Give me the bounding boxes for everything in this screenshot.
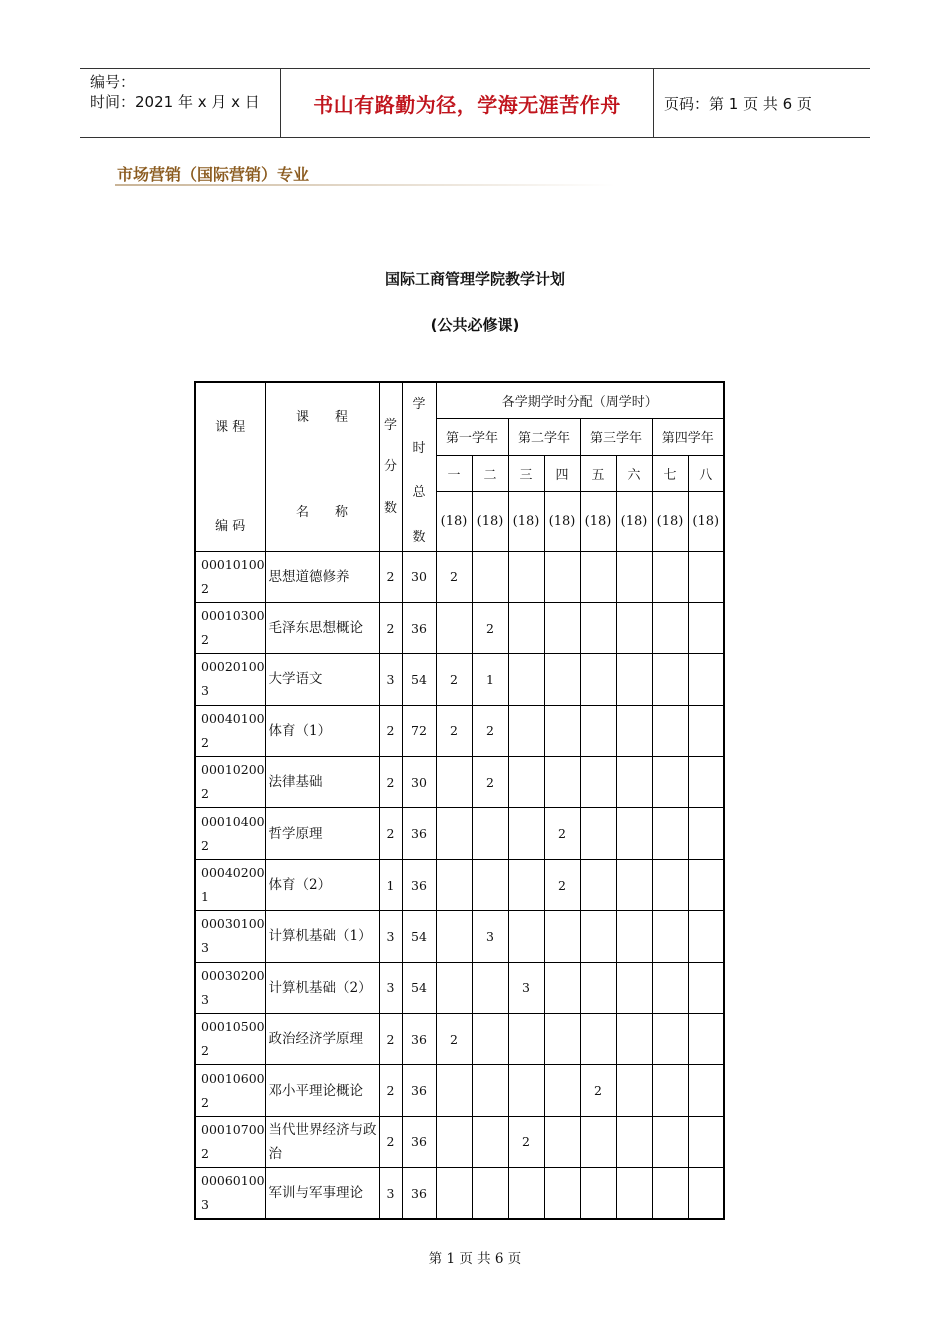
semester-hours-cell — [616, 808, 652, 859]
semester-hours-cell — [688, 808, 724, 859]
course-code-line2: 2 — [201, 734, 209, 750]
weeks-header: (18) — [472, 491, 508, 551]
course-code-line2: 3 — [201, 1197, 209, 1213]
header-motto-box — [281, 69, 654, 137]
semester-hours-cell — [508, 859, 544, 910]
document-subtitle: (公共必修课) — [430, 316, 520, 334]
course-name: 政治经济学原理 — [265, 1014, 379, 1065]
course-code — [195, 654, 265, 705]
course-code-line2: 1 — [201, 889, 209, 905]
course-code-line2: 2 — [201, 1043, 209, 1059]
course-name: 计算机基础（2） — [265, 962, 379, 1013]
course-credit: 3 — [379, 654, 402, 705]
semester-hours-cell — [652, 859, 688, 910]
semester-hours-cell — [472, 1116, 508, 1167]
semester-hours-cell: 2 — [472, 602, 508, 653]
semester-hours-cell — [580, 705, 616, 756]
semester-hours-cell — [580, 859, 616, 910]
course-code-line1: 00060100 — [201, 1173, 265, 1189]
course-code-line1: 00030100 — [201, 916, 265, 932]
page-footer: 第 1 页 共 6 页 — [428, 1251, 522, 1267]
course-code-line1: 00010600 — [201, 1070, 265, 1086]
semester-hours-cell — [508, 654, 544, 705]
semester-hours-cell — [544, 1168, 580, 1219]
header-page-box — [664, 69, 870, 137]
course-code-line2: 3 — [201, 683, 209, 699]
header-motto: 书山有路勤为径，学海无涯苦作舟 — [313, 92, 621, 117]
semester-hours-cell — [652, 551, 688, 602]
semester-hours-cell — [652, 962, 688, 1013]
semester-hours-cell — [472, 1065, 508, 1116]
semester-hours-cell — [652, 1065, 688, 1116]
hours-header-char: 数 — [412, 529, 426, 545]
semester-group-header: 各学期学时分配（周学时） — [436, 382, 724, 418]
semester-hours-cell — [616, 1168, 652, 1219]
semester-hours-cell — [436, 1116, 472, 1167]
semester-hours-cell — [580, 602, 616, 653]
semester-hours-cell — [688, 859, 724, 910]
semester-hours-cell — [508, 551, 544, 602]
semester-hours-cell — [436, 808, 472, 859]
semester-hours-cell: 2 — [544, 808, 580, 859]
weeks-header: (18) — [616, 491, 652, 551]
semester-hours-cell — [688, 602, 724, 653]
semester-hours-cell — [508, 911, 544, 962]
semester-hours-cell: 2 — [508, 1116, 544, 1167]
semester-hours-cell — [580, 962, 616, 1013]
course-name-header-top: 课 程 — [295, 409, 348, 425]
semester-hours-cell — [616, 757, 652, 808]
semester-hours-cell — [688, 551, 724, 602]
semester-hours-cell: 3 — [508, 962, 544, 1013]
course-name: 体育（1） — [265, 705, 379, 756]
course-code-line1: 00010700 — [201, 1121, 265, 1137]
semester-hours-cell — [616, 602, 652, 653]
course-name: 邓小平理论概论 — [265, 1065, 379, 1116]
course-name: 大学语文 — [265, 654, 379, 705]
semester-header: 三 — [508, 455, 544, 491]
semester-hours-cell — [616, 654, 652, 705]
table-row — [195, 1065, 724, 1116]
course-code-header-bottom: 编 码 — [215, 518, 246, 534]
course-code — [195, 1116, 265, 1167]
time-label: 时间：2021 年 x 月 x 日 — [90, 93, 260, 111]
course-credit: 2 — [379, 757, 402, 808]
weeks-header: (18) — [688, 491, 724, 551]
credit-header — [379, 382, 402, 551]
semester-hours-cell — [472, 859, 508, 910]
course-code-line1: 00010400 — [201, 813, 265, 829]
header-meta — [80, 69, 281, 137]
semester-hours-cell — [616, 1065, 652, 1116]
semester-hours-cell — [652, 705, 688, 756]
semester-header: 一 — [436, 455, 472, 491]
semester-hours-cell — [544, 1065, 580, 1116]
course-code — [195, 1014, 265, 1065]
course-total-hours: 36 — [402, 602, 436, 653]
semester-hours-cell — [580, 757, 616, 808]
semester-hours-cell — [652, 1014, 688, 1065]
semester-hours-cell — [544, 1116, 580, 1167]
course-credit: 2 — [379, 808, 402, 859]
course-credit: 3 — [379, 911, 402, 962]
semester-hours-cell — [508, 705, 544, 756]
section-divider — [115, 184, 615, 186]
table-row — [195, 911, 724, 962]
course-code — [195, 962, 265, 1013]
course-rows — [195, 551, 724, 1219]
semester-hours-cell — [544, 911, 580, 962]
semester-hours-cell: 2 — [544, 859, 580, 910]
weeks-header: (18) — [652, 491, 688, 551]
course-code-header-top: 课 程 — [215, 419, 246, 435]
semester-hours-cell — [616, 1014, 652, 1065]
course-code-line2: 2 — [201, 580, 209, 596]
semester-hours-cell — [688, 1168, 724, 1219]
semester-hours-cell — [544, 705, 580, 756]
semester-header: 五 — [580, 455, 616, 491]
semester-hours-cell — [652, 1116, 688, 1167]
course-code-line2: 3 — [201, 940, 209, 956]
semester-hours-cell — [580, 1168, 616, 1219]
course-total-hours: 36 — [402, 1116, 436, 1167]
table-row — [195, 757, 724, 808]
semester-hours-cell — [544, 757, 580, 808]
semester-hours-cell — [688, 757, 724, 808]
course-name: 军训与军事理论 — [265, 1168, 379, 1219]
course-total-hours: 36 — [402, 859, 436, 910]
semester-hours-cell — [544, 1014, 580, 1065]
course-total-hours: 54 — [402, 962, 436, 1013]
semester-hours-cell — [508, 1065, 544, 1116]
table-row — [195, 808, 724, 859]
table-row — [195, 1014, 724, 1065]
semester-hours-cell — [508, 1168, 544, 1219]
semester-hours-cell: 2 — [436, 705, 472, 756]
course-name: 当代世界经济与政治 — [265, 1116, 379, 1167]
page-header — [80, 68, 870, 138]
course-credit: 2 — [379, 551, 402, 602]
course-code-header — [195, 382, 265, 551]
course-credit: 2 — [379, 1014, 402, 1065]
semester-hours-cell — [688, 911, 724, 962]
teaching-plan-table — [194, 381, 725, 1220]
course-credit: 2 — [379, 1116, 402, 1167]
hours-header-char: 时 — [412, 441, 426, 457]
semester-hours-cell — [652, 911, 688, 962]
semester-hours-cell — [616, 1116, 652, 1167]
semester-hours-cell: 3 — [472, 911, 508, 962]
semester-hours-cell — [580, 911, 616, 962]
document-title: 国际工商管理学院教学计划 — [384, 270, 565, 288]
semester-hours-cell: 2 — [436, 1014, 472, 1065]
semester-hours-cell: 2 — [472, 757, 508, 808]
table-row — [195, 1168, 724, 1219]
year-header-4: 第四学年 — [652, 418, 724, 455]
semester-hours-cell — [436, 757, 472, 808]
semester-hours-cell — [616, 551, 652, 602]
semester-hours-cell — [580, 808, 616, 859]
course-total-hours: 72 — [402, 705, 436, 756]
course-total-hours: 36 — [402, 808, 436, 859]
weeks-header: (18) — [544, 491, 580, 551]
course-total-hours: 30 — [402, 757, 436, 808]
semester-hours-cell — [436, 859, 472, 910]
course-code-line2: 3 — [201, 991, 209, 1007]
course-credit: 2 — [379, 705, 402, 756]
course-name: 毛泽东思想概论 — [265, 602, 379, 653]
course-name: 哲学原理 — [265, 808, 379, 859]
semester-hours-cell: 2 — [436, 551, 472, 602]
hours-header-char: 学 — [412, 396, 426, 412]
course-code-line2: 2 — [201, 1145, 209, 1161]
semester-hours-cell — [472, 962, 508, 1013]
semester-hours-cell — [436, 1168, 472, 1219]
hours-header-char: 总 — [412, 485, 426, 501]
course-code — [195, 808, 265, 859]
section-title: 市场营销（国际营销）专业 — [117, 165, 310, 184]
table-row — [195, 551, 724, 602]
semester-hours-cell — [652, 808, 688, 859]
course-name: 思想道德修养 — [265, 551, 379, 602]
course-credit: 2 — [379, 602, 402, 653]
weeks-header: (18) — [508, 491, 544, 551]
table-row — [195, 654, 724, 705]
course-code — [195, 705, 265, 756]
semester-hours-cell — [652, 654, 688, 705]
semester-hours-cell — [436, 962, 472, 1013]
table-row — [195, 859, 724, 910]
semester-hours-cell — [508, 602, 544, 653]
semester-hours-cell: 2 — [580, 1065, 616, 1116]
semester-hours-cell — [508, 757, 544, 808]
course-code-line1: 00030200 — [201, 967, 265, 983]
semester-hours-cell — [544, 551, 580, 602]
course-total-hours: 36 — [402, 1065, 436, 1116]
table-row — [195, 705, 724, 756]
semester-hours-cell — [436, 602, 472, 653]
semester-hours-cell — [436, 911, 472, 962]
course-code-line1: 00010100 — [201, 556, 265, 572]
course-total-hours: 36 — [402, 1168, 436, 1219]
course-total-hours: 30 — [402, 551, 436, 602]
course-code-line1: 00020100 — [201, 659, 265, 675]
course-code-line1: 00040100 — [201, 710, 265, 726]
course-total-hours: 54 — [402, 654, 436, 705]
semester-hours-cell: 2 — [472, 705, 508, 756]
semester-hours-cell — [580, 1116, 616, 1167]
year-header-2: 第二学年 — [508, 418, 580, 455]
semester-hours-cell — [472, 1168, 508, 1219]
semester-hours-cell — [580, 1014, 616, 1065]
table-row — [195, 1116, 724, 1167]
course-code — [195, 1065, 265, 1116]
semester-hours-cell — [652, 602, 688, 653]
semester-hours-cell — [508, 808, 544, 859]
course-code-line2: 2 — [201, 632, 209, 648]
semester-hours-cell — [688, 1065, 724, 1116]
semester-header: 四 — [544, 455, 580, 491]
course-code — [195, 1168, 265, 1219]
weeks-header: (18) — [580, 491, 616, 551]
course-code-line1: 00040200 — [201, 865, 265, 881]
semester-hours-cell — [616, 705, 652, 756]
semester-hours-cell: 2 — [436, 654, 472, 705]
course-credit: 2 — [379, 1065, 402, 1116]
header-page-label: 页码：第 1 页 共 6 页 — [664, 94, 812, 113]
semester-header: 七 — [652, 455, 688, 491]
semester-header: 八 — [688, 455, 724, 491]
semester-hours-cell: 1 — [472, 654, 508, 705]
course-code-line1: 00010500 — [201, 1019, 265, 1035]
semester-hours-cell — [688, 962, 724, 1013]
credit-header-char: 数 — [383, 500, 397, 516]
credit-header-char: 分 — [383, 459, 397, 475]
semester-hours-cell — [652, 1168, 688, 1219]
semester-hours-cell — [688, 1116, 724, 1167]
semester-hours-cell — [472, 1014, 508, 1065]
year-header-3: 第三学年 — [580, 418, 652, 455]
semester-hours-cell — [688, 705, 724, 756]
semester-hours-cell — [508, 1014, 544, 1065]
course-code — [195, 602, 265, 653]
semester-hours-cell — [616, 859, 652, 910]
course-total-hours: 54 — [402, 911, 436, 962]
semester-header: 二 — [472, 455, 508, 491]
course-code — [195, 757, 265, 808]
course-name: 计算机基础（1） — [265, 911, 379, 962]
course-code-line1: 00010200 — [201, 762, 265, 778]
semester-hours-cell — [616, 911, 652, 962]
semester-hours-cell — [580, 654, 616, 705]
semester-hours-cell — [580, 551, 616, 602]
semester-hours-cell — [652, 757, 688, 808]
semester-hours-cell — [616, 962, 652, 1013]
year-header-1: 第一学年 — [436, 418, 508, 455]
course-code — [195, 911, 265, 962]
course-code-line1: 00010300 — [201, 608, 265, 624]
weeks-header: (18) — [436, 491, 472, 551]
semester-hours-cell — [688, 654, 724, 705]
course-credit: 3 — [379, 1168, 402, 1219]
semester-header: 六 — [616, 455, 652, 491]
course-name-header-bottom: 名 称 — [295, 504, 348, 520]
semester-hours-cell — [544, 602, 580, 653]
semester-hours-cell — [436, 1065, 472, 1116]
semester-hours-cell — [544, 962, 580, 1013]
semester-hours-cell — [688, 1014, 724, 1065]
course-code — [195, 551, 265, 602]
course-credit: 3 — [379, 962, 402, 1013]
semester-hours-cell — [472, 551, 508, 602]
course-total-hours: 36 — [402, 1014, 436, 1065]
semester-hours-cell — [472, 808, 508, 859]
course-name: 体育（2） — [265, 859, 379, 910]
course-name: 法律基础 — [265, 757, 379, 808]
credit-header-char: 学 — [383, 417, 397, 433]
course-name-header — [265, 382, 379, 551]
course-credit: 1 — [379, 859, 402, 910]
course-code-line2: 2 — [201, 837, 209, 853]
hours-header — [402, 382, 436, 551]
semester-hours-cell — [544, 654, 580, 705]
table-row — [195, 962, 724, 1013]
course-code-line2: 2 — [201, 786, 209, 802]
table-row — [195, 602, 724, 653]
number-label: 编号： — [90, 73, 136, 91]
course-code — [195, 859, 265, 910]
course-code-line2: 2 — [201, 1094, 209, 1110]
